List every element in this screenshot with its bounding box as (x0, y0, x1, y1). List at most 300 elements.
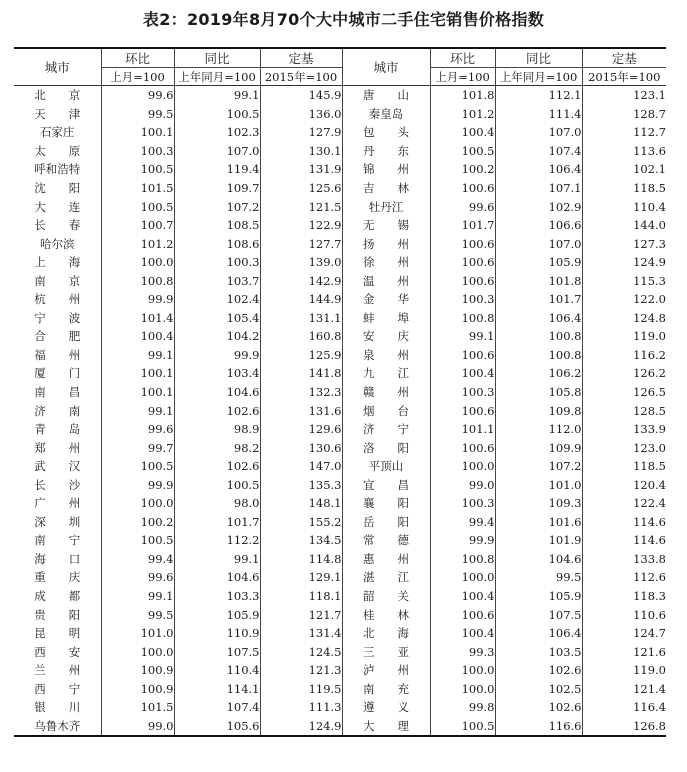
right-mom-cell: 100.4 (430, 364, 495, 383)
left-mom-cell: 99.0 (101, 717, 174, 737)
left-fixed-cell: 122.9 (260, 216, 342, 235)
left-fixed-cell: 134.5 (260, 531, 342, 550)
left-city-cell: 昆 明 (34, 626, 81, 641)
table-row (14, 197, 666, 216)
right-city-cell: 三 亚 (342, 642, 430, 661)
left-city-cell: 广 州 (34, 496, 81, 511)
header-mom-right: 环比 (430, 48, 495, 68)
left-mom-cell: 99.1 (101, 587, 174, 606)
left-city-cell: 南 京 (34, 273, 81, 288)
left-mom-cell: 99.9 (101, 290, 174, 309)
right-fixed-cell: 126.2 (582, 364, 666, 383)
left-mom-cell: 100.9 (101, 680, 174, 699)
table-row (14, 271, 666, 290)
right-city-cell: 惠 州 (342, 550, 430, 569)
left-fixed-cell: 136.0 (260, 105, 342, 124)
left-city-cell: 石家庄 (40, 125, 75, 140)
table-row (14, 216, 666, 235)
right-yoy-cell: 107.0 (495, 234, 582, 253)
right-yoy-cell: 105.9 (495, 253, 582, 272)
right-city-cell: 宜 昌 (342, 475, 430, 494)
left-mom-cell: 100.8 (101, 271, 174, 290)
right-fixed-cell: 124.7 (582, 624, 666, 643)
left-yoy-cell: 102.6 (174, 457, 260, 476)
right-yoy-cell: 109.3 (495, 494, 582, 513)
right-fixed-cell: 114.6 (582, 513, 666, 532)
left-mom-cell: 101.5 (101, 698, 174, 717)
right-city-cell: 湛 江 (342, 568, 430, 587)
left-city-cell: 西 安 (34, 644, 81, 659)
right-mom-cell: 100.4 (430, 123, 495, 142)
table-row (14, 309, 666, 328)
right-fixed-cell: 110.6 (582, 605, 666, 624)
left-yoy-cell: 99.9 (174, 346, 260, 365)
left-fixed-cell: 111.3 (260, 698, 342, 717)
right-fixed-cell: 127.3 (582, 234, 666, 253)
right-city-cell: 蚌 埠 (342, 309, 430, 328)
left-fixed-cell: 121.7 (260, 605, 342, 624)
subheader-row (14, 68, 666, 86)
right-city-cell: 济 宁 (342, 420, 430, 439)
left-mom-cell: 99.5 (101, 105, 174, 124)
table-row (14, 86, 666, 105)
right-city-cell: 吉 林 (342, 179, 430, 198)
right-fixed-cell: 121.4 (582, 680, 666, 699)
right-fixed-cell: 133.8 (582, 550, 666, 569)
left-fixed-cell: 127.7 (260, 234, 342, 253)
left-mom-cell: 101.4 (101, 309, 174, 328)
table-row (14, 624, 666, 643)
table-row (14, 234, 666, 253)
left-fixed-cell: 130.6 (260, 438, 342, 457)
table-row (14, 160, 666, 179)
right-fixed-cell: 133.9 (582, 420, 666, 439)
left-fixed-cell: 135.3 (260, 475, 342, 494)
left-fixed-cell: 131.9 (260, 160, 342, 179)
left-fixed-cell: 124.9 (260, 717, 342, 737)
left-mom-cell: 99.6 (101, 420, 174, 439)
left-yoy-cell: 102.6 (174, 401, 260, 420)
left-mom-cell: 100.0 (101, 494, 174, 513)
right-fixed-cell: 110.4 (582, 197, 666, 216)
left-mom-cell: 99.6 (101, 86, 174, 105)
left-yoy-cell: 104.6 (174, 568, 260, 587)
right-mom-cell: 100.6 (430, 234, 495, 253)
right-mom-cell: 100.3 (430, 290, 495, 309)
left-mom-cell: 100.2 (101, 513, 174, 532)
header-yoy-left: 同比 (174, 48, 260, 68)
right-yoy-cell: 106.6 (495, 216, 582, 235)
right-mom-cell: 100.2 (430, 160, 495, 179)
left-yoy-cell: 105.4 (174, 309, 260, 328)
right-mom-cell: 100.0 (430, 680, 495, 699)
right-city-cell: 遵 义 (342, 698, 430, 717)
right-mom-cell: 100.5 (430, 717, 495, 737)
left-mom-cell: 100.0 (101, 642, 174, 661)
right-fixed-cell: 119.0 (582, 661, 666, 680)
left-mom-cell: 100.7 (101, 216, 174, 235)
right-mom-cell: 100.4 (430, 624, 495, 643)
right-yoy-cell: 100.8 (495, 327, 582, 346)
header-city-left: 城市 (14, 48, 101, 86)
table-row (14, 420, 666, 439)
right-mom-cell: 101.1 (430, 420, 495, 439)
left-fixed-cell: 147.0 (260, 457, 342, 476)
left-yoy-cell: 99.1 (174, 550, 260, 569)
right-mom-cell: 100.8 (430, 309, 495, 328)
right-mom-cell: 99.3 (430, 642, 495, 661)
left-yoy-cell: 112.2 (174, 531, 260, 550)
table-row (14, 717, 666, 737)
left-yoy-cell: 103.3 (174, 587, 260, 606)
right-mom-cell: 100.8 (430, 550, 495, 569)
left-mom-cell: 99.6 (101, 568, 174, 587)
right-fixed-cell: 119.0 (582, 327, 666, 346)
right-fixed-cell: 113.6 (582, 142, 666, 161)
left-fixed-cell: 160.8 (260, 327, 342, 346)
left-mom-cell: 99.5 (101, 605, 174, 624)
table-row (14, 642, 666, 661)
table-row (14, 531, 666, 550)
subheader-yoy-right: 上年同月=100 (495, 68, 582, 86)
header-yoy-right: 同比 (495, 48, 582, 68)
table-row (14, 401, 666, 420)
right-mom-cell: 99.1 (430, 327, 495, 346)
left-fixed-cell: 131.6 (260, 401, 342, 420)
right-yoy-cell: 99.5 (495, 568, 582, 587)
left-yoy-cell: 107.4 (174, 698, 260, 717)
table-row (14, 605, 666, 624)
right-mom-cell: 101.7 (430, 216, 495, 235)
left-city-cell: 上 海 (34, 255, 81, 270)
right-fixed-cell: 102.1 (582, 160, 666, 179)
left-yoy-cell: 101.7 (174, 513, 260, 532)
left-yoy-cell: 108.5 (174, 216, 260, 235)
right-yoy-cell: 105.8 (495, 383, 582, 402)
left-fixed-cell: 125.9 (260, 346, 342, 365)
left-mom-cell: 100.5 (101, 197, 174, 216)
right-fixed-cell: 116.2 (582, 346, 666, 365)
right-city-cell: 赣 州 (342, 383, 430, 402)
left-mom-cell: 99.7 (101, 438, 174, 457)
right-yoy-cell: 100.8 (495, 346, 582, 365)
right-city-cell: 锦 州 (342, 160, 430, 179)
left-mom-cell: 100.4 (101, 327, 174, 346)
left-mom-cell: 100.1 (101, 123, 174, 142)
right-mom-cell: 100.6 (430, 605, 495, 624)
right-fixed-cell: 116.4 (582, 698, 666, 717)
left-mom-cell: 101.2 (101, 234, 174, 253)
right-city-cell: 南 充 (342, 680, 430, 699)
left-city-cell: 厦 门 (34, 366, 81, 381)
left-city-cell: 济 南 (34, 403, 81, 418)
right-fixed-cell: 122.0 (582, 290, 666, 309)
table-row (14, 327, 666, 346)
right-fixed-cell: 123.0 (582, 438, 666, 457)
left-fixed-cell: 114.8 (260, 550, 342, 569)
right-mom-cell: 99.8 (430, 698, 495, 717)
left-city-cell: 合 肥 (34, 329, 81, 344)
left-city-cell: 大 连 (34, 199, 81, 214)
table-row (14, 680, 666, 699)
right-mom-cell: 99.4 (430, 513, 495, 532)
right-mom-cell: 100.6 (430, 179, 495, 198)
right-mom-cell: 100.6 (430, 401, 495, 420)
left-mom-cell: 99.1 (101, 346, 174, 365)
left-yoy-cell: 105.6 (174, 717, 260, 737)
right-yoy-cell: 109.9 (495, 438, 582, 457)
right-yoy-cell: 106.4 (495, 160, 582, 179)
table-row (14, 290, 666, 309)
left-fixed-cell: 145.9 (260, 86, 342, 105)
left-city-cell: 成 都 (34, 589, 81, 604)
table-row (14, 568, 666, 587)
right-city-cell: 泉 州 (342, 346, 430, 365)
right-mom-cell: 100.6 (430, 346, 495, 365)
left-yoy-cell: 104.2 (174, 327, 260, 346)
left-mom-cell: 101.5 (101, 179, 174, 198)
right-yoy-cell: 111.4 (495, 105, 582, 124)
table-row (14, 346, 666, 365)
table-row (14, 179, 666, 198)
left-yoy-cell: 108.6 (174, 234, 260, 253)
table-row (14, 661, 666, 680)
right-city-cell: 包 头 (342, 123, 430, 142)
right-city-cell: 金 华 (342, 290, 430, 309)
header-fixed-right: 定基 (582, 48, 666, 68)
right-yoy-cell: 107.5 (495, 605, 582, 624)
page-title: 表2：2019年8月70个大中城市二手住宅销售价格指数 (142, 10, 545, 29)
left-yoy-cell: 109.7 (174, 179, 260, 198)
left-city-cell: 海 口 (34, 551, 81, 566)
left-mom-cell: 99.9 (101, 475, 174, 494)
right-city-cell: 洛 阳 (342, 438, 430, 457)
right-city-cell: 温 州 (342, 271, 430, 290)
right-mom-cell: 100.0 (430, 568, 495, 587)
left-mom-cell: 100.1 (101, 383, 174, 402)
left-city-cell: 贵 阳 (34, 607, 81, 622)
subheader-mom-right: 上月=100 (430, 68, 495, 86)
right-city-cell: 徐 州 (342, 253, 430, 272)
right-yoy-cell: 101.6 (495, 513, 582, 532)
left-yoy-cell: 103.4 (174, 364, 260, 383)
left-mom-cell: 99.1 (101, 401, 174, 420)
left-fixed-cell: 132.3 (260, 383, 342, 402)
right-fixed-cell: 112.7 (582, 123, 666, 142)
left-city-cell: 银 川 (34, 700, 81, 715)
header-mom-left: 环比 (101, 48, 174, 68)
left-yoy-cell: 99.1 (174, 86, 260, 105)
right-mom-cell: 101.2 (430, 105, 495, 124)
left-city-cell: 太 原 (34, 143, 81, 158)
left-yoy-cell: 110.4 (174, 661, 260, 680)
right-fixed-cell: 118.5 (582, 179, 666, 198)
right-city-cell: 秦皇岛 (342, 105, 430, 124)
table-row (14, 142, 666, 161)
left-mom-cell: 100.0 (101, 253, 174, 272)
table-row (14, 494, 666, 513)
right-yoy-cell: 107.0 (495, 123, 582, 142)
left-yoy-cell: 107.0 (174, 142, 260, 161)
price-index-table (14, 47, 666, 737)
table-row (14, 253, 666, 272)
left-city-cell: 福 州 (34, 347, 81, 362)
right-yoy-cell: 112.1 (495, 86, 582, 105)
left-mom-cell: 100.5 (101, 531, 174, 550)
left-fixed-cell: 121.3 (260, 661, 342, 680)
right-fixed-cell: 115.3 (582, 271, 666, 290)
right-fixed-cell: 124.8 (582, 309, 666, 328)
right-city-cell: 韶 关 (342, 587, 430, 606)
left-fixed-cell: 124.5 (260, 642, 342, 661)
left-city-cell: 深 圳 (34, 514, 81, 529)
right-yoy-cell: 102.6 (495, 698, 582, 717)
left-yoy-cell: 98.0 (174, 494, 260, 513)
left-yoy-cell: 98.2 (174, 438, 260, 457)
right-mom-cell: 101.8 (430, 86, 495, 105)
left-fixed-cell: 148.1 (260, 494, 342, 513)
right-fixed-cell: 128.5 (582, 401, 666, 420)
left-fixed-cell: 144.9 (260, 290, 342, 309)
left-mom-cell: 100.3 (101, 142, 174, 161)
left-fixed-cell: 125.6 (260, 179, 342, 198)
right-city-cell: 丹 东 (342, 142, 430, 161)
right-mom-cell: 99.0 (430, 475, 495, 494)
table-row (14, 513, 666, 532)
subheader-fixed-right: 2015年=100 (582, 68, 666, 86)
left-city-cell: 长 沙 (34, 477, 81, 492)
right-fixed-cell: 144.0 (582, 216, 666, 235)
left-yoy-cell: 110.9 (174, 624, 260, 643)
right-fixed-cell: 112.6 (582, 568, 666, 587)
right-fixed-cell: 126.5 (582, 383, 666, 402)
left-mom-cell: 99.4 (101, 550, 174, 569)
right-yoy-cell: 101.0 (495, 475, 582, 494)
right-city-cell: 泸 州 (342, 661, 430, 680)
left-city-cell: 青 岛 (34, 422, 81, 437)
right-city-cell: 北 海 (342, 624, 430, 643)
right-fixed-cell: 118.5 (582, 457, 666, 476)
right-mom-cell: 100.5 (430, 142, 495, 161)
table-row (14, 475, 666, 494)
right-fixed-cell: 114.6 (582, 531, 666, 550)
left-mom-cell: 100.5 (101, 160, 174, 179)
right-yoy-cell: 106.4 (495, 624, 582, 643)
table-row (14, 383, 666, 402)
right-yoy-cell: 109.8 (495, 401, 582, 420)
left-city-cell: 重 庆 (34, 570, 81, 585)
left-city-cell: 杭 州 (34, 292, 81, 307)
right-yoy-cell: 107.2 (495, 457, 582, 476)
right-yoy-cell: 102.5 (495, 680, 582, 699)
right-fixed-cell: 126.8 (582, 717, 666, 737)
left-city-cell: 南 昌 (34, 385, 81, 400)
right-city-cell: 唐 山 (342, 86, 430, 105)
right-yoy-cell: 112.0 (495, 420, 582, 439)
right-fixed-cell: 124.9 (582, 253, 666, 272)
table-row (14, 123, 666, 142)
left-fixed-cell: 131.4 (260, 624, 342, 643)
left-yoy-cell: 104.6 (174, 383, 260, 402)
right-city-cell: 扬 州 (342, 234, 430, 253)
right-yoy-cell: 101.8 (495, 271, 582, 290)
right-city-cell: 大 理 (342, 717, 430, 737)
right-city-cell: 九 江 (342, 364, 430, 383)
right-mom-cell: 99.6 (430, 197, 495, 216)
left-fixed-cell: 129.1 (260, 568, 342, 587)
right-yoy-cell: 104.6 (495, 550, 582, 569)
right-mom-cell: 100.6 (430, 438, 495, 457)
left-fixed-cell: 139.0 (260, 253, 342, 272)
right-city-cell: 无 锡 (342, 216, 430, 235)
subheader-yoy-left: 上年同月=100 (174, 68, 260, 86)
right-yoy-cell: 107.1 (495, 179, 582, 198)
left-yoy-cell: 119.4 (174, 160, 260, 179)
header-city-right: 城市 (342, 48, 430, 86)
left-mom-cell: 100.5 (101, 457, 174, 476)
right-mom-cell: 100.0 (430, 661, 495, 680)
left-fixed-cell: 127.9 (260, 123, 342, 142)
right-city-cell: 襄 阳 (342, 494, 430, 513)
right-yoy-cell: 102.9 (495, 197, 582, 216)
right-mom-cell: 100.0 (430, 457, 495, 476)
right-fixed-cell: 128.7 (582, 105, 666, 124)
left-mom-cell: 100.9 (101, 661, 174, 680)
right-fixed-cell: 121.6 (582, 642, 666, 661)
left-city-cell: 郑 州 (34, 440, 81, 455)
right-fixed-cell: 118.3 (582, 587, 666, 606)
right-city-cell: 平顶山 (342, 457, 430, 476)
left-fixed-cell: 141.8 (260, 364, 342, 383)
left-fixed-cell: 130.1 (260, 142, 342, 161)
right-mom-cell: 100.3 (430, 383, 495, 402)
right-yoy-cell: 107.4 (495, 142, 582, 161)
left-city-cell: 呼和浩特 (34, 162, 81, 177)
table-row (14, 457, 666, 476)
right-city-cell: 牡丹江 (342, 197, 430, 216)
right-yoy-cell: 101.9 (495, 531, 582, 550)
right-fixed-cell: 120.4 (582, 475, 666, 494)
left-city-cell: 宁 波 (34, 310, 81, 325)
left-fixed-cell: 118.1 (260, 587, 342, 606)
table-row (14, 364, 666, 383)
table-row (14, 550, 666, 569)
left-yoy-cell: 103.7 (174, 271, 260, 290)
right-yoy-cell: 106.4 (495, 309, 582, 328)
right-mom-cell: 100.3 (430, 494, 495, 513)
left-mom-cell: 100.1 (101, 364, 174, 383)
right-yoy-cell: 101.7 (495, 290, 582, 309)
right-yoy-cell: 103.5 (495, 642, 582, 661)
left-city-cell: 北 京 (34, 88, 81, 103)
left-city-cell: 乌鲁木齐 (34, 718, 81, 733)
right-fixed-cell: 123.1 (582, 86, 666, 105)
left-city-cell: 西 宁 (34, 681, 81, 696)
right-yoy-cell: 105.9 (495, 587, 582, 606)
left-city-cell: 天 津 (34, 106, 81, 121)
table-row (14, 698, 666, 717)
left-fixed-cell: 129.6 (260, 420, 342, 439)
left-fixed-cell: 121.5 (260, 197, 342, 216)
table-row (14, 587, 666, 606)
left-fixed-cell: 131.1 (260, 309, 342, 328)
left-yoy-cell: 105.9 (174, 605, 260, 624)
left-city-cell: 哈尔滨 (40, 236, 75, 251)
left-yoy-cell: 102.3 (174, 123, 260, 142)
left-yoy-cell: 100.5 (174, 105, 260, 124)
left-city-cell: 南 宁 (34, 533, 81, 548)
left-mom-cell: 101.0 (101, 624, 174, 643)
